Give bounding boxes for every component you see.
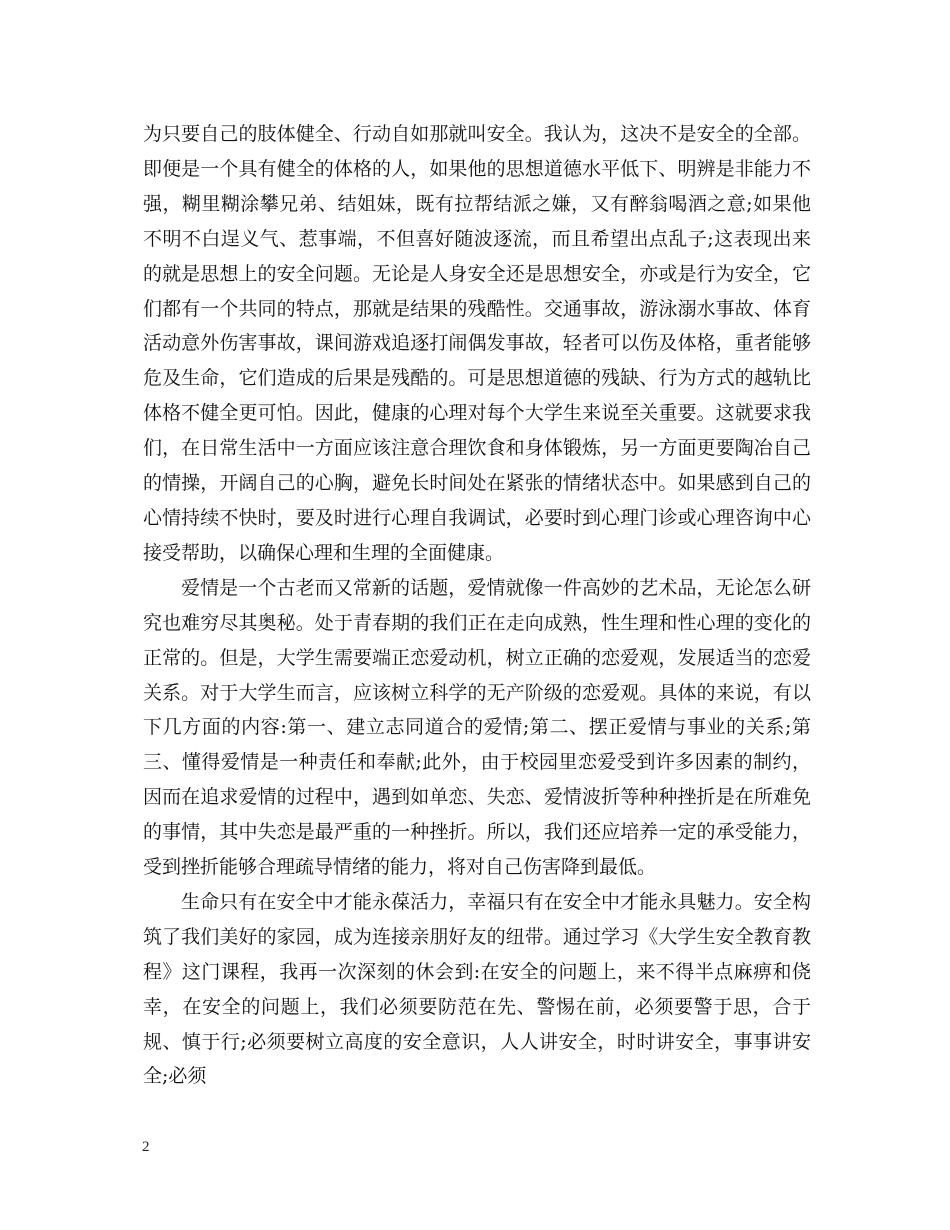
body-text (143, 117, 811, 1094)
paragraph-2: 爱情是一个古老而又常新的话题，爱情就像一件高妙的艺术品，无论怎么研究也难穷尽其奥秘。处于青春期的我们正在走向成熟，性生理和性心理的变化的正常的。但是，大学生需要端正恋爱动机，树立正确的恋爱观，发展适当的恋爱关系。对于大学生而言，应该树立科学的无产阶级的恋爱观。具体的来说，有以下几方面的内容:第一、建立志同道合的爱情;第二、摆正爱情与事业的关系;第三、懂得爱情是一种责任和奉献;此外，由于校园里恋爱受到许多因素的制约，因而在追求爱情的过程中，遇到如单恋、失恋、爱情波折等种种挫折是在所难免的事情，其中失恋是最严重的一种挫折。所以，我们还应培养一定的承受能力，受到挫折能够合理疏导情绪的能力，将对自己伤害降到最低。 (143, 576, 811, 879)
paragraph-3: 生命只有在安全中才能永葆活力，幸福只有在安全中才能永具魅力。安全构筑了我们美好的家园，成为连接亲朋好友的纽带。通过学习《大学生安全教育教程》这门课程，我再一次深刻的休会到:在安全的问题上，来不得半点麻痹和侥幸，在安全的问题上，我们必须要防范在先、警惕在前，必须要警于思，合于规、慎于行;必须要树立高度的安全意识，人人讲安全，时时讲安全，事事讲安全;必须 (143, 890, 811, 1088)
page-number: 2 (142, 1139, 150, 1155)
paragraph-1: 为只要自己的肢体健全、行动自如那就叫安全。我认为，这决不是安全的全部。即便是一个具有健全的体格的人，如果他的思想道德水平低下、明辨是非能力不强，糊里糊涂攀兄弟、结姐妹，既有拉帮结派之嫌，又有醉翁喝酒之意;如果他不明不白逞义气、惹事端，不但喜好随波逐流，而且希望出点乱子;这表现出来的就是思想上的安全问题。无论是人身安全还是思想安全，亦或是行为安全，它们都有一个共同的特点，那就是结果的残酷性。交通事故，游泳溺水事故、体育活动意外伤害事故，课间游戏追逐打闹偶发事故，轻者可以伤及体格，重者能够危及生命，它们造成的后果是残酷的。可是思想道德的残缺、行为方式的越轨比体格不健全更可怕。因此，健康的心理对每个大学生来说至关重要。这就要求我们，在日常生活中一方面应该注意合理饮食和身体锻炼，另一方面更要陶冶自己的情操，开阔自己的心胸，避免长时间处在紧张的情绪状态中。如果感到自己的心情持续不快时，要及时进行心理自我调试，必要时到心理门诊或心理咨询中心接受帮助，以确保心理和生理的全面健康。 (143, 123, 811, 564)
